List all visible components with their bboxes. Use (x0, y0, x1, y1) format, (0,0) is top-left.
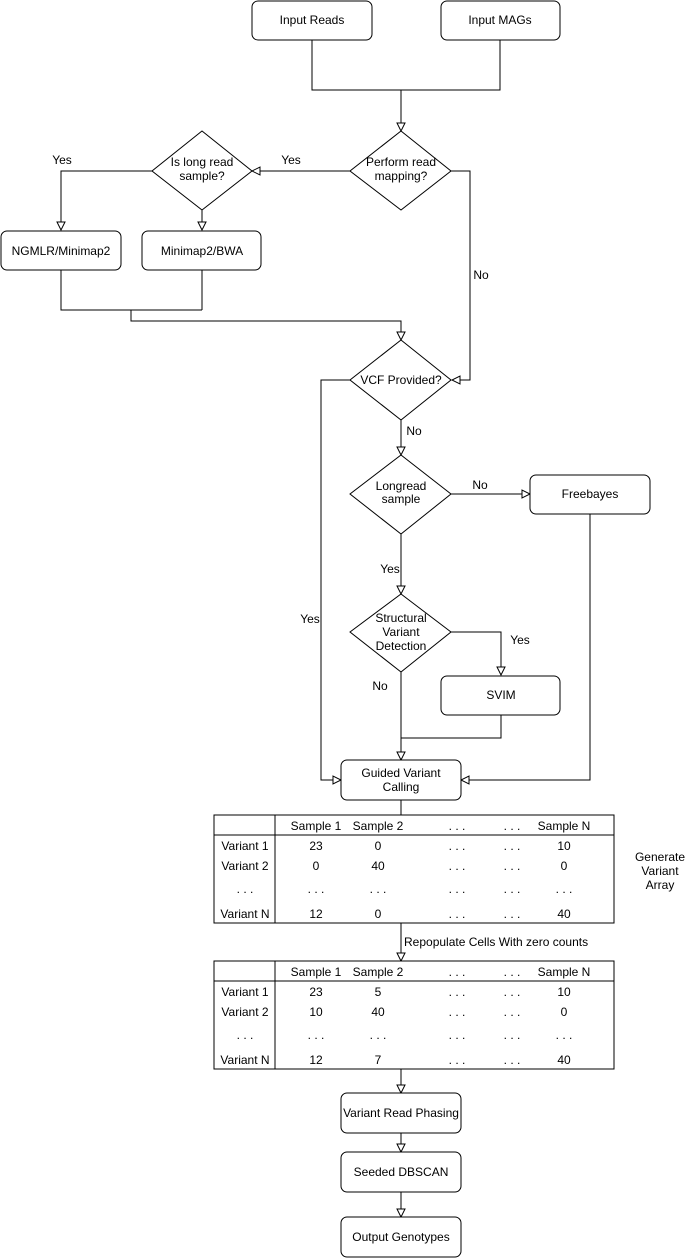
longread-line2: sample (381, 492, 421, 506)
arrowhead (333, 776, 341, 784)
table-cell: . . . (503, 1028, 521, 1042)
svim-node (441, 676, 560, 715)
arrowhead (397, 1144, 405, 1152)
arrowhead (461, 776, 469, 784)
label-yes-mapping: Yes (281, 153, 301, 167)
table-cell: . . . (448, 859, 466, 873)
edge-aligners-to-vcf (131, 310, 401, 333)
edge-svim-out (401, 715, 501, 738)
table-header-cell: Sample 2 (352, 965, 404, 979)
label-yes-longread: Yes (380, 562, 400, 576)
repopulated-variant-array-table (214, 961, 614, 1069)
variant-array-table (214, 815, 614, 923)
structural-line3: Detection (375, 639, 427, 653)
edge-mapping-no (451, 171, 470, 380)
arrowhead (397, 123, 405, 131)
table-cell: 12 (309, 907, 323, 921)
table-cell: 40 (371, 1005, 385, 1019)
table-cell: . . . (555, 1028, 573, 1042)
table-cell: . . . (448, 907, 466, 921)
label-yes-sv: Yes (510, 633, 530, 647)
arrowhead (198, 222, 206, 230)
table-row-label: Variant N (220, 1053, 270, 1067)
arrowhead (452, 376, 460, 384)
guided-variant-calling-node (341, 760, 461, 800)
table-cell: . . . (448, 1053, 466, 1067)
table-header-cell: Sample N (537, 965, 591, 979)
label-yes-vcf: Yes (300, 612, 320, 626)
table-cell: 40 (371, 859, 385, 873)
variant-read-phasing-node (341, 1093, 461, 1133)
label-no-longread: No (472, 478, 488, 492)
arrowhead (397, 586, 405, 594)
edge-vcf-yes (321, 380, 350, 780)
structural-line1: Structural (375, 611, 427, 625)
dbscan-label: Seeded DBSCAN (353, 1165, 449, 1179)
table-row-label: Variant 1 (221, 839, 269, 853)
perform-mapping-decision (350, 131, 451, 210)
side-label-line2: Variant (641, 864, 679, 878)
structural-variant-decision (350, 594, 451, 672)
label-repopulate: Repopulate Cells With zero counts (404, 935, 589, 949)
table-cell: 5 (374, 985, 382, 999)
side-label-line1: Generate (634, 850, 686, 864)
input-mags-node (441, 1, 560, 40)
edge-sv-yes (451, 632, 501, 668)
input-reads-node (252, 1, 372, 40)
is-long-read-decision (152, 131, 252, 210)
table-cell: . . . (369, 1028, 387, 1042)
table-header-cell: . . . (503, 819, 521, 833)
ngmlr-node (1, 231, 121, 270)
table-row-label: Variant N (220, 907, 270, 921)
table-cell: . . . (503, 907, 521, 921)
arrowhead (397, 1085, 405, 1093)
table-cell: . . . (369, 882, 387, 896)
edge-input-reads (312, 40, 401, 90)
is-long-read-line1: Is long read (170, 155, 234, 169)
edge-freebayes-out (468, 514, 590, 780)
table-row-label: Variant 2 (221, 1005, 269, 1019)
edge-ngmlr-out (61, 270, 202, 310)
is-long-read-line2: sample? (179, 169, 225, 183)
table-cell: . . . (503, 1005, 521, 1019)
table-cell: 0 (560, 1005, 568, 1019)
edge-input-mags (401, 40, 500, 90)
arrowhead (522, 490, 530, 498)
vcf-provided-decision (350, 340, 451, 420)
arrowhead (57, 222, 65, 230)
table-row-label: Variant 2 (221, 859, 269, 873)
minimap-bwa-node (142, 231, 261, 270)
guided-line2: Calling (382, 780, 420, 794)
table-row-label: . . . (236, 882, 254, 896)
table-cell: . . . (448, 985, 466, 999)
perform-mapping-line1: Perform read (365, 155, 437, 169)
arrowhead (252, 167, 260, 175)
structural-line2: Variant (382, 625, 420, 639)
table-row-label: Variant 1 (221, 985, 269, 999)
table-cell: 0 (374, 907, 382, 921)
table-cell: 0 (374, 839, 382, 853)
table-cell: 40 (557, 907, 571, 921)
label-yes-long: Yes (52, 153, 72, 167)
table-cell: . . . (448, 839, 466, 853)
table-cell: 0 (560, 859, 568, 873)
edge-long-yes (61, 171, 152, 223)
output-label: Output Genotypes (352, 1230, 450, 1244)
longread-line1: Longread (375, 479, 427, 493)
table-cell: 10 (309, 1005, 323, 1019)
table-header-cell: Sample 1 (290, 819, 342, 833)
table-cell: . . . (307, 1028, 325, 1042)
freebayes-label: Freebayes (561, 487, 619, 501)
table-header-cell: . . . (448, 965, 466, 979)
table-header-cell: . . . (503, 965, 521, 979)
freebayes-node (530, 475, 650, 514)
label-no-vcf: No (406, 424, 422, 438)
arrowhead (397, 447, 405, 455)
table-cell: 10 (557, 839, 571, 853)
table-cell: 0 (312, 859, 320, 873)
table-header-cell: Sample 1 (290, 965, 342, 979)
table-cell: . . . (503, 1053, 521, 1067)
label-no-sv: No (372, 679, 388, 693)
arrowhead (397, 953, 405, 961)
table-cell: . . . (448, 1005, 466, 1019)
side-label-line3: Array (645, 878, 675, 892)
table-cell: 7 (374, 1053, 382, 1067)
table-cell: 12 (309, 1053, 323, 1067)
phasing-label: Variant Read Phasing (343, 1106, 459, 1120)
table-cell: . . . (503, 839, 521, 853)
input-mags-label: Input MAGs (468, 13, 532, 27)
table-cell: . . . (503, 882, 521, 896)
table-header-cell: Sample N (537, 819, 591, 833)
table-cell: . . . (503, 859, 521, 873)
table-cell: . . . (555, 882, 573, 896)
table-header-cell: Sample 2 (352, 819, 404, 833)
guided-line1: Guided Variant (361, 766, 441, 780)
arrowhead (397, 752, 405, 760)
table-cell: 40 (557, 1053, 571, 1067)
table-cell: 10 (557, 985, 571, 999)
input-reads-label: Input Reads (279, 13, 345, 27)
minimap-bwa-label: Minimap2/BWA (160, 244, 244, 258)
vcf-provided-label: VCF Provided? (360, 373, 442, 387)
arrowhead (397, 332, 405, 340)
table-row-label: . . . (236, 1028, 254, 1042)
output-genotypes-node (341, 1217, 461, 1257)
table-header-cell: . . . (448, 819, 466, 833)
table-cell: 23 (309, 839, 323, 853)
table-cell: . . . (448, 882, 466, 896)
ngmlr-label: NGMLR/Minimap2 (11, 244, 111, 258)
longread-sample-decision (350, 455, 451, 534)
label-no-mapping: No (473, 268, 489, 282)
table-cell: . . . (307, 882, 325, 896)
table-cell: . . . (503, 985, 521, 999)
arrowhead (397, 1209, 405, 1217)
svim-label: SVIM (486, 688, 516, 702)
table-cell: . . . (448, 1028, 466, 1042)
seeded-dbscan-node (341, 1152, 461, 1192)
table-cell: 23 (309, 985, 323, 999)
arrowhead (497, 667, 505, 675)
perform-mapping-line2: mapping? (374, 169, 428, 183)
